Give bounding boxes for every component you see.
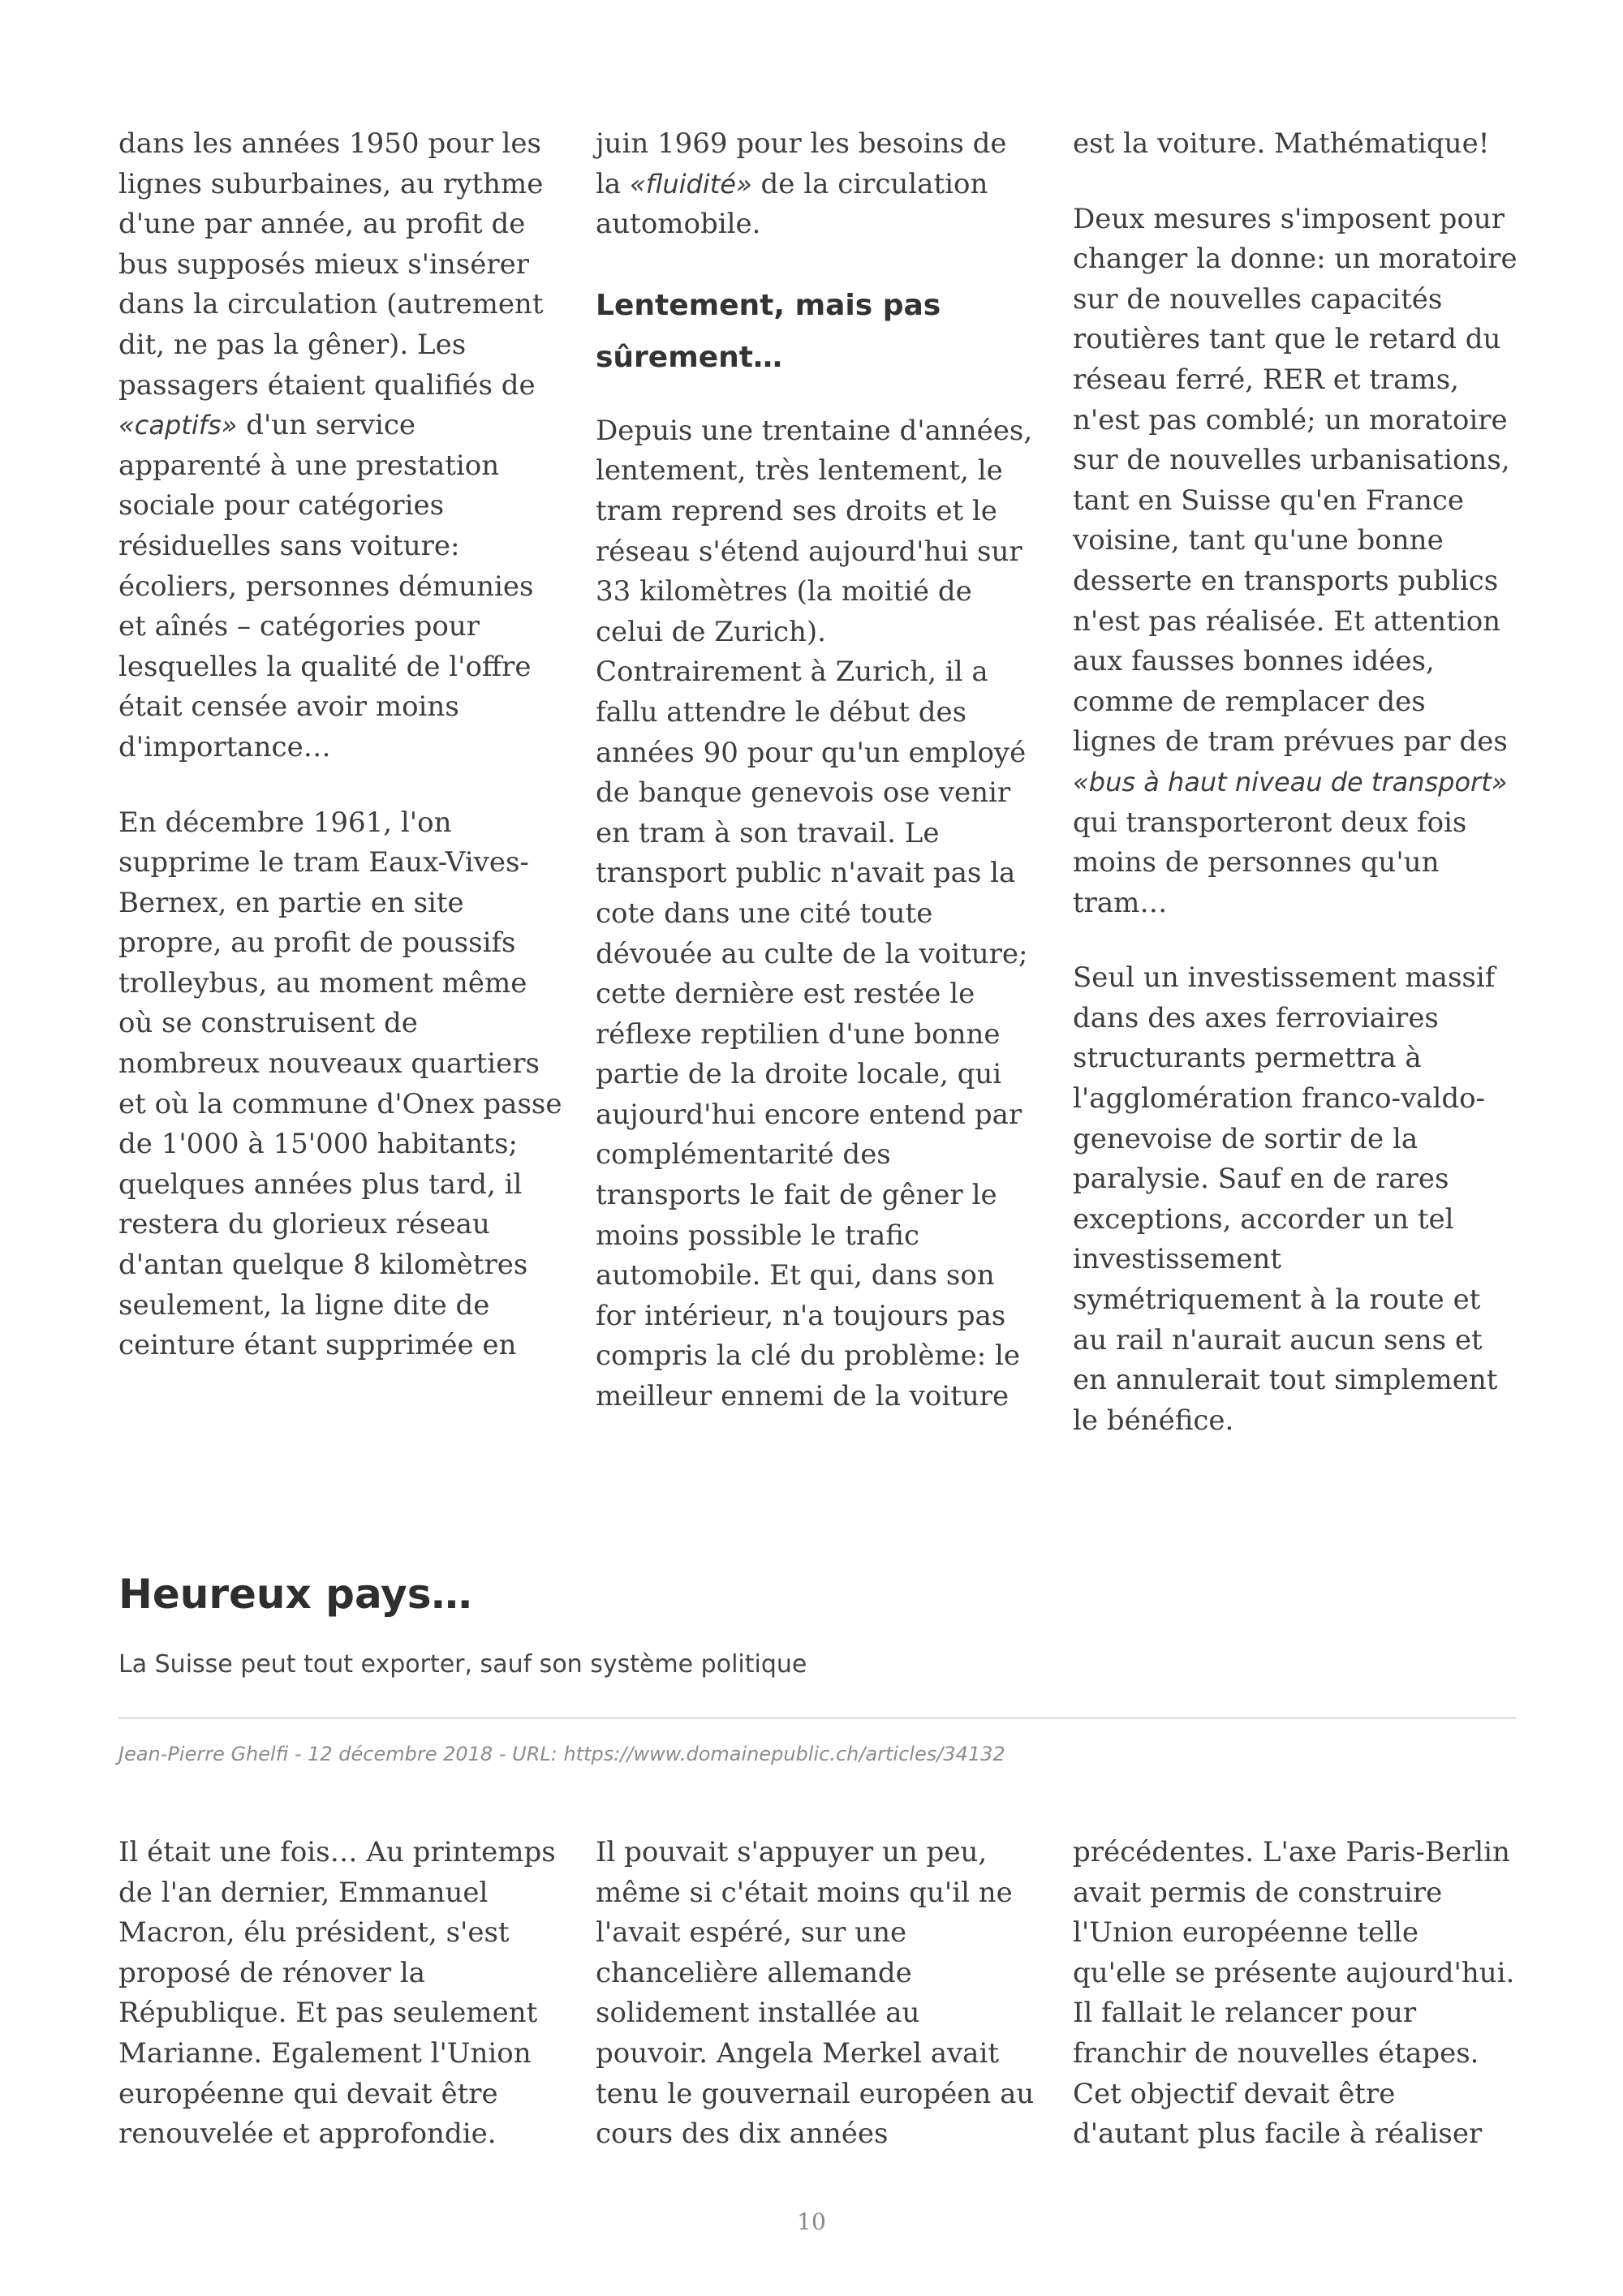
paragraph: En décembre 1961, l'on supprime le tram Eaux-Vives-Bernex, en partie en site propre, au profit de poussifs trolleybus, au moment même où se construisent de nombreux nouveaux quartiers et où la commune d'Onex passe de 1'000 à 15'000 habitants; quelques années plus tard, il restera du glorieux réseau d'antan quelque 8 kilomètres seulement, la ligne dite de ceinture étant supprimée en bbox=[118, 806, 562, 1362]
paragraph: dans les années 1950 pour les lignes suburbaines, au rythme d'une par année, au profit de bus supposés mieux s'insérer dans la circulation (autrement dit, ne pas la gêner). Les passagers étaient qualifiés de «captifs» d'un service apparenté à une prestation sociale pour catégories résiduelles sans voiture: écoliers, personnes démunies et aînés – catégories pour lesquelles la qualité de l'offre était censée avoir moins d'importance… bbox=[118, 127, 544, 763]
article1-column-2 bbox=[596, 124, 1040, 1417]
article-byline: Jean-Pierre Ghelfi - 12 décembre 2018 - URL: https://www.domainepublic.ch/articles/34132 bbox=[118, 1743, 1005, 1765]
article2-column-2 bbox=[596, 1833, 1040, 2155]
paragraph: Seul un investissement massif dans des axes ferroviaires structurants permettra à l'agglomération franco-valdo-genevoise de sortir de la paralysie. Sauf en de rares exceptions, accorder un tel investissement symétriquement à la route et au rail n'aurait aucun sens et en annulerait tout simplement le bénéfice. bbox=[1073, 961, 1498, 1437]
article-subtitle: La Suisse peut tout exporter, sauf son système politique bbox=[118, 1650, 807, 1679]
paragraph: Deux mesures s'imposent pour changer la donne: un moratoire sur de nouvelles capacités routières tant que le retard du réseau ferré, RER et trams, n'est pas comblé; un moratoire sur de nouvelles urbanisations, tant en Suisse qu'en France voisine, tant qu'une bonne desserte en transports publics n'est pas réalisée. Et attention aux fausses bonnes idées, comme de remplacer des lignes de tram prévues par des «bus à haut niveau de transport» qui transporteront deux fois moins de personnes qu'un tram… bbox=[1073, 202, 1518, 919]
paragraph: est la voiture. Mathématique! bbox=[1073, 127, 1490, 160]
paragraph: Il pouvait s'appuyer un peu, même si c'était moins qu'il ne l'avait espéré, sur une chancelière allemande solidement installée au pouvoir. Angela Merkel avait tenu le gouvernail européen au cours des dix années bbox=[596, 1836, 1035, 2151]
paragraph: juin 1969 pour les besoins de la «fluidité» de la circulation automobile. bbox=[596, 127, 1007, 241]
page-number: 10 bbox=[797, 2208, 826, 2235]
article1-column-3 bbox=[1073, 124, 1518, 1441]
section-heading: Lentement, mais pas sûrement… bbox=[596, 288, 941, 374]
quote-fluidite: «fluidité» bbox=[629, 168, 752, 200]
divider bbox=[118, 1717, 1516, 1719]
quote-bus: «bus à haut niveau de transport» bbox=[1073, 766, 1508, 798]
article1-column-1 bbox=[118, 124, 563, 1366]
paragraph: Depuis une trentaine d'années, lentement, très lentement, le tram reprend ses droits et le réseau s'étend aujourd'hui sur 33 kilomètres (la moitié de celui de Zurich). Contrairement à Zurich, il a fallu attendre le début des années 90 pour qu'un employé de banque genevois ose venir en tram à son travail. Le transport public n'avait pas la cote dans une cité toute dévouée au culte de la voiture; cette dernière est restée le réflexe reptilien d'une bonne partie de la droite locale, qui aujourd'hui encore entend par complémentarité des transports le fait de gêner le moins possible le trafic automobile. Et qui, dans son for intérieur, n'a toujours pas compris la clé du problème: le meilleur ennemi de la voiture bbox=[596, 414, 1033, 1413]
paragraph: précédentes. L'axe Paris-Berlin avait permis de construire l'Union européenne telle qu'elle se présente aujourd'hui. Il fallait le relancer pour franchir de nouvelles étapes. Cet objectif devait être d'autant plus facile à réaliser bbox=[1073, 1836, 1515, 2151]
article-title: Heureux pays… bbox=[118, 1571, 472, 1618]
paragraph: Il était une fois… Au printemps de l'an dernier, Emmanuel Macron, élu président, s'est proposé de rénover la République. Et pas seulement Marianne. Egalement l'Union européenne qui devait être renouvelée et approfondie. bbox=[118, 1836, 556, 2151]
quote-captifs: «captifs» bbox=[118, 410, 238, 441]
article2-column-3 bbox=[1073, 1833, 1518, 2155]
article2-column-1 bbox=[118, 1833, 563, 2155]
